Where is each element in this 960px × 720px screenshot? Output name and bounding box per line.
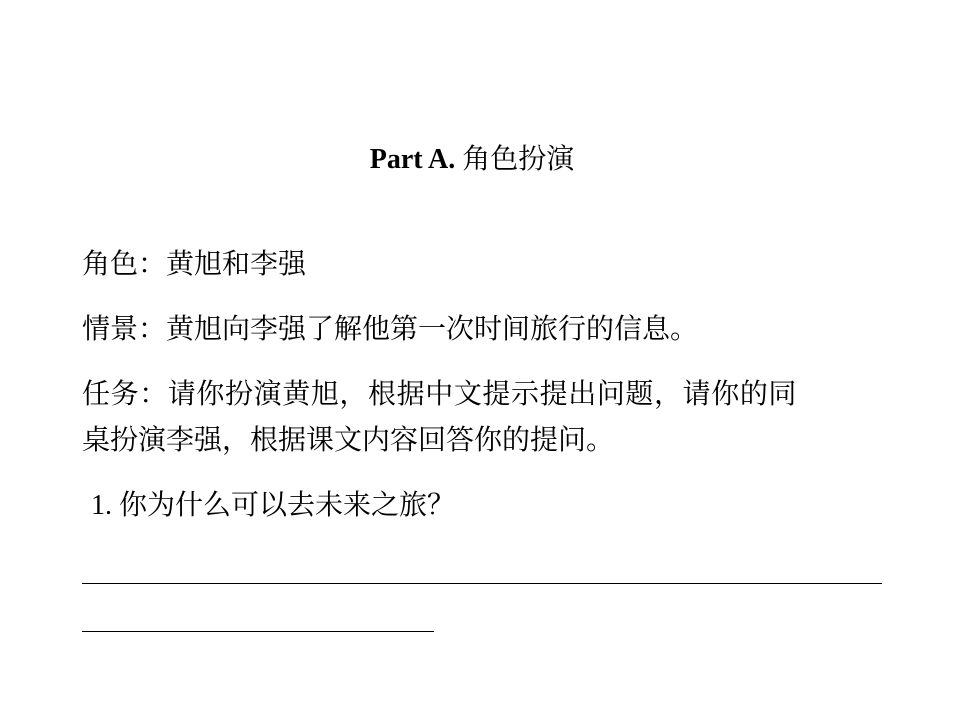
task-label: 任务： xyxy=(82,379,168,410)
scene-label: 情景： xyxy=(82,314,167,345)
role-label: 角色： xyxy=(82,249,167,280)
title-text: 角色扮演 xyxy=(462,144,575,175)
task-text-2: 桌扮演李强，根据课文内容回答你的提问。 xyxy=(82,425,615,456)
question-number: 1. xyxy=(91,490,112,521)
task-line-2 xyxy=(82,423,614,459)
role-line xyxy=(82,247,306,283)
role-value: 黄旭和李强 xyxy=(166,249,307,280)
task-text-1: 请你扮演黄旭，根据中文提示提出问题，请你的同 xyxy=(167,379,798,410)
question-text: 你为什么可以去未来之旅？ xyxy=(119,490,456,521)
scene-value: 黄旭向李强了解他第一次时间旅行的信息。 xyxy=(166,314,699,345)
answer-blank-line-2[interactable] xyxy=(82,631,434,632)
task-line-1 xyxy=(82,377,797,413)
scene-line xyxy=(82,312,698,348)
page-title xyxy=(0,142,944,178)
title-part-label: Part A. xyxy=(369,144,456,175)
answer-blank-line-1[interactable] xyxy=(82,583,882,584)
question-1 xyxy=(91,488,455,524)
